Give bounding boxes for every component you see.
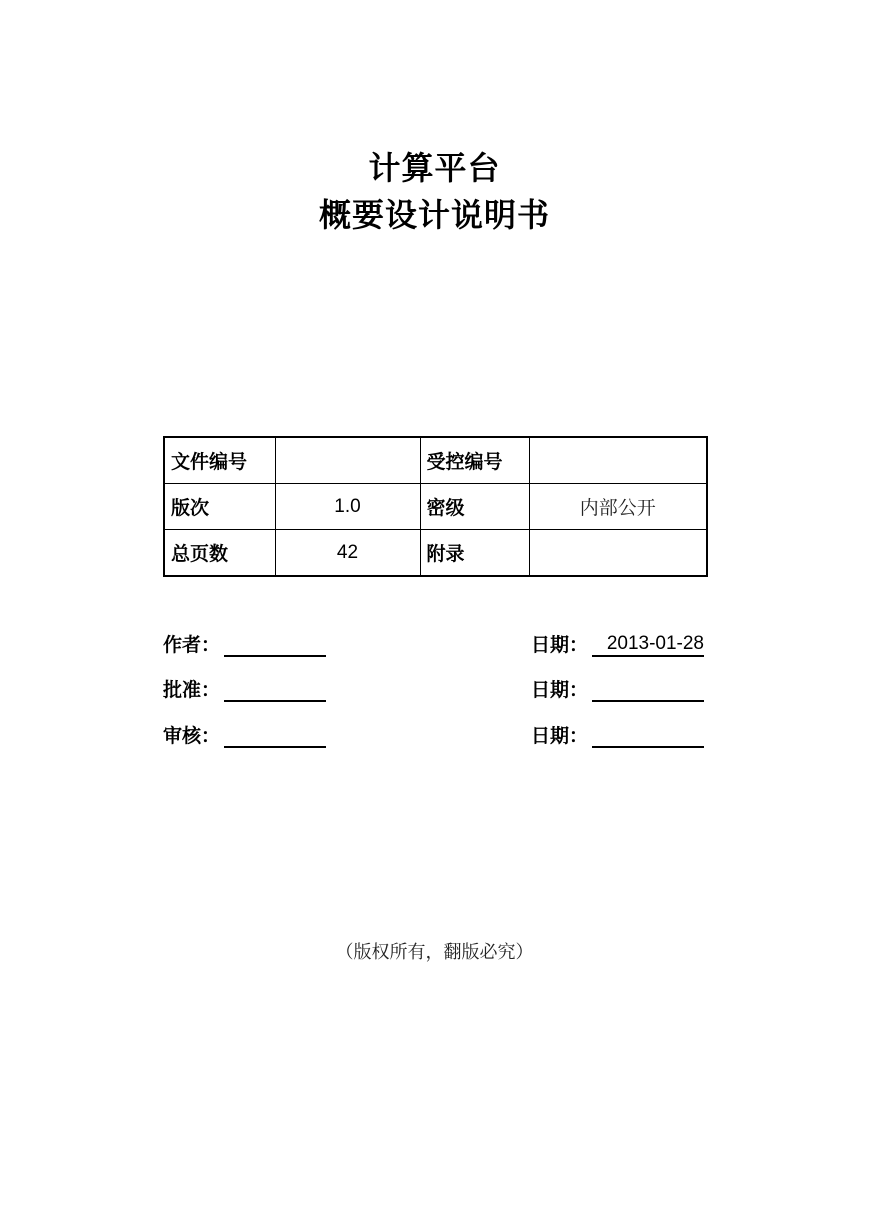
reviewer-field bbox=[224, 724, 326, 748]
file-number-label: 文件编号 bbox=[164, 437, 275, 484]
table-row bbox=[164, 437, 707, 484]
doc-title-line2: 概要设计说明书 bbox=[318, 196, 550, 234]
table-row bbox=[164, 530, 707, 577]
author-date-label: 日期： bbox=[531, 634, 589, 656]
approver-row bbox=[163, 678, 326, 702]
approver-field bbox=[224, 678, 326, 702]
document-control-table bbox=[163, 436, 708, 577]
author-row bbox=[163, 633, 326, 657]
appendix-label: 附录 bbox=[420, 530, 529, 577]
version-label: 版次 bbox=[164, 484, 275, 530]
reviewer-date-label: 日期： bbox=[531, 725, 589, 747]
file-number-value bbox=[275, 437, 420, 484]
appendix-value bbox=[529, 530, 707, 577]
security-level-label: 密级 bbox=[420, 484, 529, 530]
approver-label: 批准： bbox=[163, 679, 221, 701]
total-pages-label: 总页数 bbox=[164, 530, 275, 577]
security-level-value: 内部公开 bbox=[529, 484, 707, 530]
reviewer-label: 审核： bbox=[163, 725, 221, 747]
author-date-row bbox=[531, 633, 704, 657]
author-field bbox=[224, 633, 326, 657]
table-row bbox=[164, 484, 707, 530]
reviewer-date-row bbox=[531, 724, 704, 748]
author-date-field: 2013-01-28 bbox=[592, 633, 704, 657]
total-pages-value: 42 bbox=[275, 530, 420, 577]
author-label: 作者： bbox=[163, 634, 221, 656]
approver-date-label: 日期： bbox=[531, 679, 589, 701]
doc-title-line1: 计算平台 bbox=[368, 149, 501, 187]
copyright-notice: （版权所有，翻版必究） bbox=[335, 942, 534, 963]
reviewer-date-field bbox=[592, 724, 704, 748]
version-value: 1.0 bbox=[275, 484, 420, 530]
approver-date-field bbox=[592, 678, 704, 702]
approver-date-row bbox=[531, 678, 704, 702]
control-number-label: 受控编号 bbox=[420, 437, 529, 484]
reviewer-row bbox=[163, 724, 326, 748]
control-number-value bbox=[529, 437, 707, 484]
